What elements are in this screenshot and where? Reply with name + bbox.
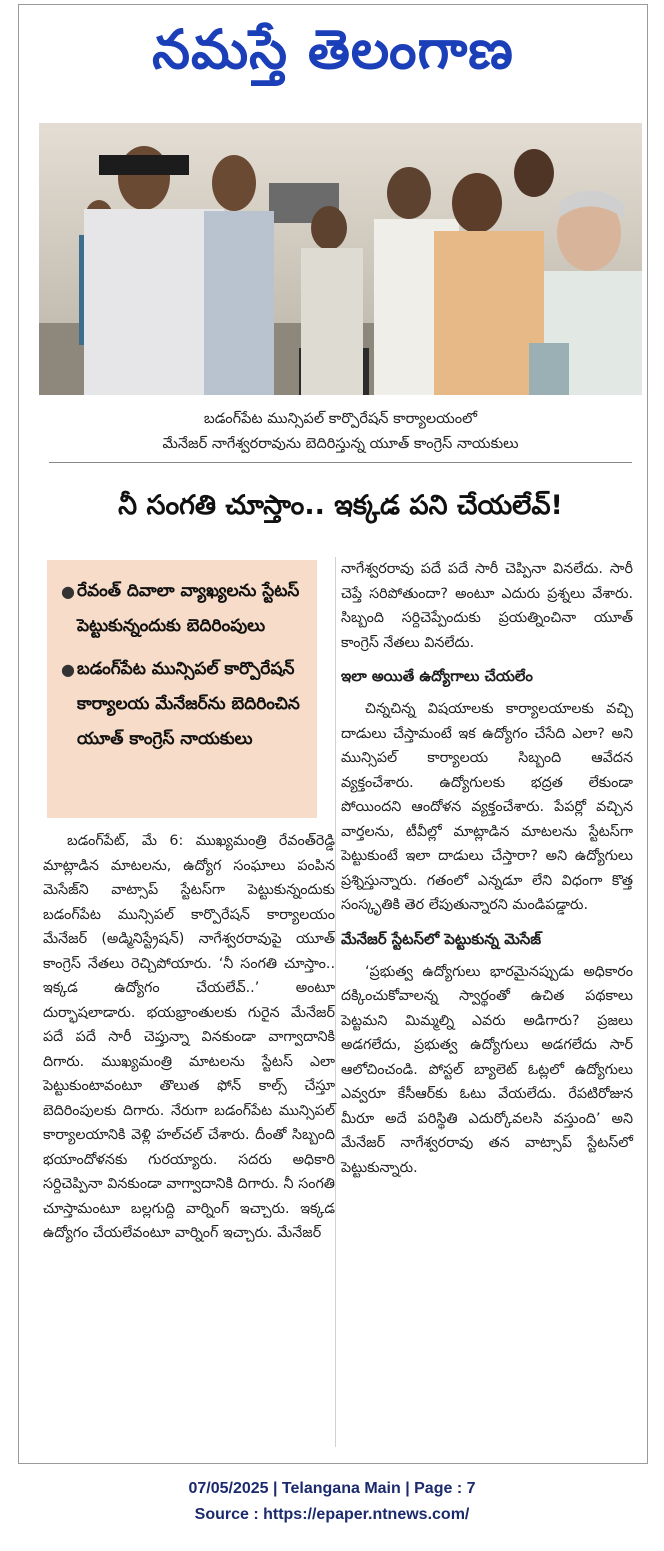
article-column-right bbox=[341, 557, 633, 1180]
section-subheading: మేనేజర్ స్టేటస్‌లో పెట్టుకున్న మెసేజ్ bbox=[341, 930, 542, 948]
bullet-icon: ● bbox=[61, 660, 75, 679]
bullet-icon: ● bbox=[61, 582, 75, 601]
photo-caption bbox=[39, 407, 642, 457]
caption-line-2: మేనేజర్ నాగేశ్వరరావును బెదిరిస్తున్న యూత్ కాంగ్రెస్ నాయకులు bbox=[162, 436, 519, 452]
edition-info: 07/05/2025 | Telangana Main | Page : 7 bbox=[188, 1480, 476, 1497]
caption-divider bbox=[49, 462, 632, 463]
highlights-box bbox=[47, 560, 317, 818]
column-divider bbox=[335, 557, 336, 1447]
highlight-item bbox=[61, 652, 307, 757]
article-paragraph: ‘ప్రభుత్వ ఉద్యోగులు భారమైనప్పుడు అధికారం దక్కించుకోవాలన్న స్వార్థంతో ఉచిత పథకాలు పెట్టమని మిమ్మల్ని ఎవరు అడిగారు? ప్రజలు అడగలేదు, ప్రభుత్వ ఉద్యోగులు అడగలేదు సార్ ఆలోచించండి. పోస్టల్ బ్యాలెట్ ఓట్లలో ఉద్యోగులు ఎవ్వరూ కేసీఆర్‌కు ఓటు వేయలేదు. రేపటిరోజున మీరూ అదే పరిస్థితి ఎదుర్కోవలసి వస్తుంది’ అని మేనేజర్ నాగేశ్వరరావు తన వాట్సాప్ స్టేటస్‌లో పెట్టుకున్నారు. bbox=[341, 963, 633, 1176]
highlight-text: రేవంత్ దివాలా వ్యాఖ్యలను స్టేటస్ పెట్టుకున్నందుకు బెదిరింపులు bbox=[77, 581, 300, 636]
article-paragraph: చిన్నచిన్న విషయాలకు కార్యాలయాలకు వచ్చి దాడులు చేస్తామంటే ఇక ఉద్యోగం చేసేది ఎలా? అని మున్సిపల్ కార్యాలయ సిబ్బంది ఆవేదన వ్యక్తంచేశారు. ఉద్యోగులకు భద్రత లేకుండా పోయిందని ఆందోళన వ్యక్తంచేశారు. పేపర్లో వచ్చిన వార్తలను, టీవీల్లో మాట్లాడిన మాటలను స్టేటస్‌గా పెట్టుకుంటే ఇలా దాడులు చేస్తారా? అని ఉద్యోగులు ప్రశ్నిస్తున్నారు. గతంలో ఎన్నడూ లేని విధంగా కొత్త సంస్కృతికి తెర లేపుతున్నారని మండిపడ్డారు. bbox=[341, 701, 633, 913]
highlight-text: బడంగ్‌పేట మున్సిపల్ కార్పొరేషన్ కార్యాలయ మేనేజర్‌ను బెదిరించిన యూత్ కాంగ్రెస్ నాయకులు bbox=[77, 659, 300, 749]
news-photo-icon bbox=[39, 123, 642, 395]
article-column-left bbox=[43, 829, 335, 1246]
source-link[interactable]: Source : https://epaper.ntnews.com/ bbox=[194, 1506, 470, 1523]
article-paragraph: నాగేశ్వరరావు పదే పదే సారీ చెప్పినా వినలేదు. సారీ చెప్తే సరిపోతుందా? అంటూ ఎదురు ప్రశ్నలు వేశారు. సిబ్బంది సర్దిచెప్పేందుకు ప్రయత్నించినా యూత్ కాంగ్రెస్ నేతలు వినలేదు. bbox=[341, 561, 633, 651]
article-paragraph: బడంగ్‌పేట్, మే 6: ముఖ్యమంత్రి రేవంత్‌రెడ్డి మాట్లాడిన మాటలను, ఉద్యోగ సంఘాలు పంపిన మెసేజ్‌ని వాట్సాప్ స్టేటస్‌గా పెట్టుకున్నందుకు బడంగ్‌పేట మున్సిపల్ కార్పొరేషన్ కార్యాలయం మేనేజర్ (అడ్మినిస్ట్రేషన్) నాగేశ్వరరావుపై యూత్ కాంగ్రెస్ నేతలు రెచ్చిపోయారు. ‘నీ సంగతి చూస్తాం.. ఇక్కడ ఉద్యోగం చేయలేవ్..’ అంటూ దుర్భాషలాడారు. భయభ్రాంతులకు గురైన మేనేజర్ పదే పదే సారీ చెప్తున్నా వినకుండా వాగ్వాదానికి దిగారు. ముఖ్యమంత్రి మాటలను స్టేటస్ ఎలా పెట్టుకుంటావంటూ తొలుత ఫోన్ కాల్స్ చేస్తూ బెదిరింపులకు దిగారు. నేరుగా బడంగ్‌పేట మున్సిపల్ కార్యాలయానికి వెళ్లి హల్‌చల్ చేశారు. దీంతో సిబ్బంది భయాందోళనకు గురయ్యారు. సదరు అధికారి సర్దిచెప్పినా వినకుండా వాగ్వాదానికి దిగారు. నీ సంగతి చూస్తామంటూ బల్లగుద్ది వార్నింగ్ ఇచ్చారు. ఇక్కడ ఉద్యోగం చేయలేవంటూ వార్నింగ్ ఇచ్చారు. మేనేజర్ bbox=[43, 833, 335, 1241]
article-headline: నీ సంగతి చూస్తాం.. ఇక్కడ పని చేయలేవ్! bbox=[118, 490, 563, 521]
news-photo bbox=[39, 123, 642, 395]
newspaper-masthead: నమస్తే తెలంగాణ bbox=[152, 17, 514, 81]
source-footer bbox=[0, 1476, 664, 1528]
highlight-item bbox=[61, 574, 307, 644]
news-clipping bbox=[18, 4, 648, 1464]
caption-line-1: బడంగ్‌పేట మున్సిపల్ కార్పొరేషన్ కార్యాలయంలో bbox=[203, 411, 478, 427]
section-subheading: ఇలా అయితే ఉద్యోగాలు చేయలేం bbox=[341, 668, 533, 685]
